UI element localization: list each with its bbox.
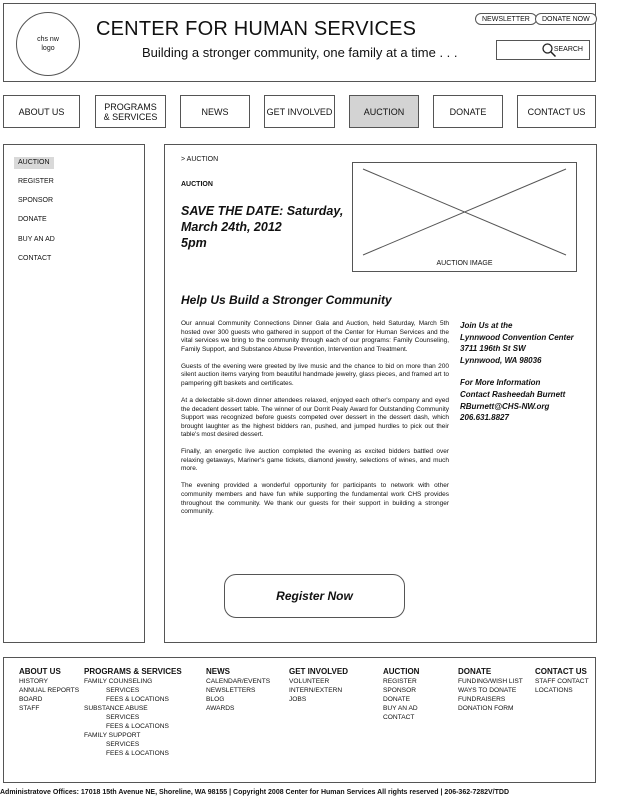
join-info-line: 3711 196th St SW (460, 344, 526, 354)
article-paragraph: Guests of the evening were greeted by live music and the chance to bid on more than 200 silent auction items varying from beautiful handmade jewelry, glass pieces, and framed art to pampering gift baskets and certificates. (181, 362, 449, 387)
sidebar-item-donate[interactable]: DONATE (18, 216, 47, 223)
footer-col-get-involved (289, 667, 348, 704)
footer-link[interactable]: JOBS (289, 696, 307, 703)
footer-link[interactable]: HISTORY (19, 678, 49, 685)
site-title: CENTER FOR HUMAN SERVICES (96, 18, 417, 40)
sidebar-item-register[interactable]: REGISTER (18, 178, 54, 185)
logo-text: chs nw logo (37, 36, 59, 52)
contact-info-line: For More Information (460, 378, 541, 388)
footer-col-about (19, 667, 79, 713)
footer-link[interactable]: LOCATIONS (535, 687, 573, 694)
footer-link[interactable]: BUY AN AD (383, 705, 418, 712)
footer-sublink[interactable]: FEES & LOCATIONS (106, 696, 169, 703)
tagline: Building a stronger community, one family at a time . . . (142, 45, 458, 60)
contact-email-link[interactable]: RBurnett@CHS-NW.org (460, 401, 550, 411)
content-heading: Help Us Build a Stronger Community (181, 293, 392, 307)
search-box[interactable] (496, 40, 590, 60)
join-info-line: Lynnwood Convention Center (460, 332, 574, 342)
article-body (181, 320, 449, 525)
save-the-date (181, 203, 351, 251)
footer-link[interactable]: DONATE (383, 696, 410, 703)
save-date-line: SAVE THE DATE: Saturday, (181, 204, 344, 218)
sidebar-item-sponsor[interactable]: SPONSOR (18, 197, 54, 204)
logo[interactable] (16, 12, 80, 76)
footer-link[interactable]: WAYS TO DONATE (458, 687, 517, 694)
footer-sublink[interactable]: SERVICES (106, 687, 140, 694)
footer-col-donate (458, 667, 523, 713)
footer-link[interactable]: STAFF (19, 705, 40, 712)
image-placeholder-icon (353, 163, 576, 271)
footer-link[interactable]: FUNDRAISERS (458, 696, 506, 703)
nav-about-us[interactable]: ABOUT US (3, 95, 80, 128)
footer-col-news (206, 667, 270, 713)
footer-sublink[interactable]: FEES & LOCATIONS (106, 750, 169, 757)
footer-sublink[interactable]: SERVICES (106, 714, 140, 721)
image-caption: AUCTION IMAGE (436, 260, 493, 267)
footer-col-programs (84, 667, 182, 758)
section-title: AUCTION (181, 181, 213, 188)
newsletter-button[interactable]: NEWSLETTER (475, 13, 537, 25)
nav-get-involved[interactable]: GET INVOLVED (264, 95, 335, 128)
footer-link[interactable]: AWARDS (206, 705, 235, 712)
save-date-line: 5pm (181, 236, 207, 250)
footer-col-auction (383, 667, 419, 722)
footer-heading-donate[interactable]: DONATE (458, 667, 492, 676)
footer-link[interactable]: SUBSTANCE ABUSE (84, 705, 148, 712)
footer-sublink[interactable]: SERVICES (106, 741, 140, 748)
footer-link[interactable]: VOLUNTEER (289, 678, 330, 685)
footer-link[interactable]: BLOG (206, 696, 225, 703)
footer-link[interactable]: SPONSOR (383, 687, 416, 694)
footer-heading-news[interactable]: NEWS (206, 667, 230, 676)
article-paragraph: Finally, an energetic live auction completed the evening as excited bidders battled over relaxing getaways, Mariner's game tickets, diamond jewelry, selections of wines, and much more. (181, 448, 449, 473)
sidebar-item-contact[interactable]: CONTACT (18, 255, 52, 262)
footer-address-copyright: Administratove Offices: 17018 15th Avenue NE, Shoreline, WA 98155 | Copyright 2008 Center for Human Services All rights reserved | 206-362-7282V/TDD (0, 789, 510, 796)
article-paragraph: The evening provided a wonderful opportunity for participants to network with other community members and have fun while supporting the fundamental work CHS provides throughout the community. We thank our guests for their support in building a stronger community. (181, 482, 449, 516)
contact-info-line: Contact Rasheedah Burnett (460, 389, 566, 399)
footer-link[interactable]: FAMILY COUNSELING (84, 678, 153, 685)
footer-link[interactable]: FUNDING/WISH LIST (458, 678, 523, 685)
event-info (460, 320, 600, 424)
footer-link[interactable]: REGISTER (383, 678, 417, 685)
footer-link[interactable]: INTERN/EXTERN (289, 687, 343, 694)
footer-heading-about[interactable]: ABOUT US (19, 667, 61, 676)
footer-sublink[interactable]: FEES & LOCATIONS (106, 723, 169, 730)
footer-heading-contact[interactable]: CONTACT US (535, 667, 587, 676)
article-paragraph: Our annual Community Connections Dinner Gala and Auction, held Saturday, March 5th hosted over 300 guests who gathered in support of the Center for Human Services and the vital services we bring to the community through each of our programs: Family Counseling, Family Support, and Substance Abuse Prevention, Intervention and Treatment. (181, 320, 449, 353)
sidebar-item-buy-an-ad[interactable]: BUY AN AD (18, 236, 55, 243)
footer-link[interactable]: NEWSLETTERS (206, 687, 256, 694)
footer-link[interactable]: ANNUAL REPORTS (19, 687, 80, 694)
nav-programs-services[interactable]: PROGRAMS & SERVICES (95, 95, 166, 128)
auction-image-placeholder (352, 162, 577, 272)
article-paragraph: At a delectable sit-down dinner attendees relaxed, enjoyed each other's company and eyed the decadent dessert table. The winner of our Dorrit Pealy Award for Outstanding Community Support was recognized before guests competed over dessert in the dessert dash, which brought laughter as the highest bidders ran, pushed, and jumped hurdles to pick out their table's most desired dessert. (181, 396, 449, 439)
sidebar-item-auction[interactable]: AUCTION (14, 157, 54, 169)
search-label[interactable]: SEARCH (553, 46, 583, 53)
join-info-line: Join Us at the (460, 321, 513, 330)
footer-col-contact (535, 667, 589, 695)
footer-link[interactable]: FAMILY SUPPORT (84, 732, 141, 739)
breadcrumb[interactable]: > AUCTION (181, 156, 219, 163)
footer-heading-programs[interactable]: PROGRAMS & SERVICES (84, 667, 182, 676)
nav-auction[interactable]: AUCTION (349, 95, 419, 128)
donate-now-button[interactable]: DONATE NOW (535, 13, 597, 25)
nav-news[interactable]: NEWS (180, 95, 250, 128)
footer-link[interactable]: BOARD (19, 696, 43, 703)
register-now-button[interactable]: Register Now (224, 574, 405, 618)
save-date-line: March 24th, 2012 (181, 220, 282, 234)
join-info-line: Lynnwood, WA 98036 (460, 355, 542, 365)
footer-link[interactable]: CONTACT (383, 714, 415, 721)
footer-link[interactable]: CALENDAR/EVENTS (206, 678, 271, 685)
footer-heading-auction[interactable]: AUCTION (383, 667, 420, 676)
nav-contact-us[interactable]: CONTACT US (517, 95, 596, 128)
contact-phone: 206.631.8827 (460, 413, 509, 423)
nav-donate[interactable]: DONATE (433, 95, 503, 128)
footer-link[interactable]: DONATION FORM (458, 705, 514, 712)
footer-link[interactable]: STAFF CONTACT (535, 678, 589, 685)
footer-heading-get-involved[interactable]: GET INVOLVED (289, 667, 348, 676)
